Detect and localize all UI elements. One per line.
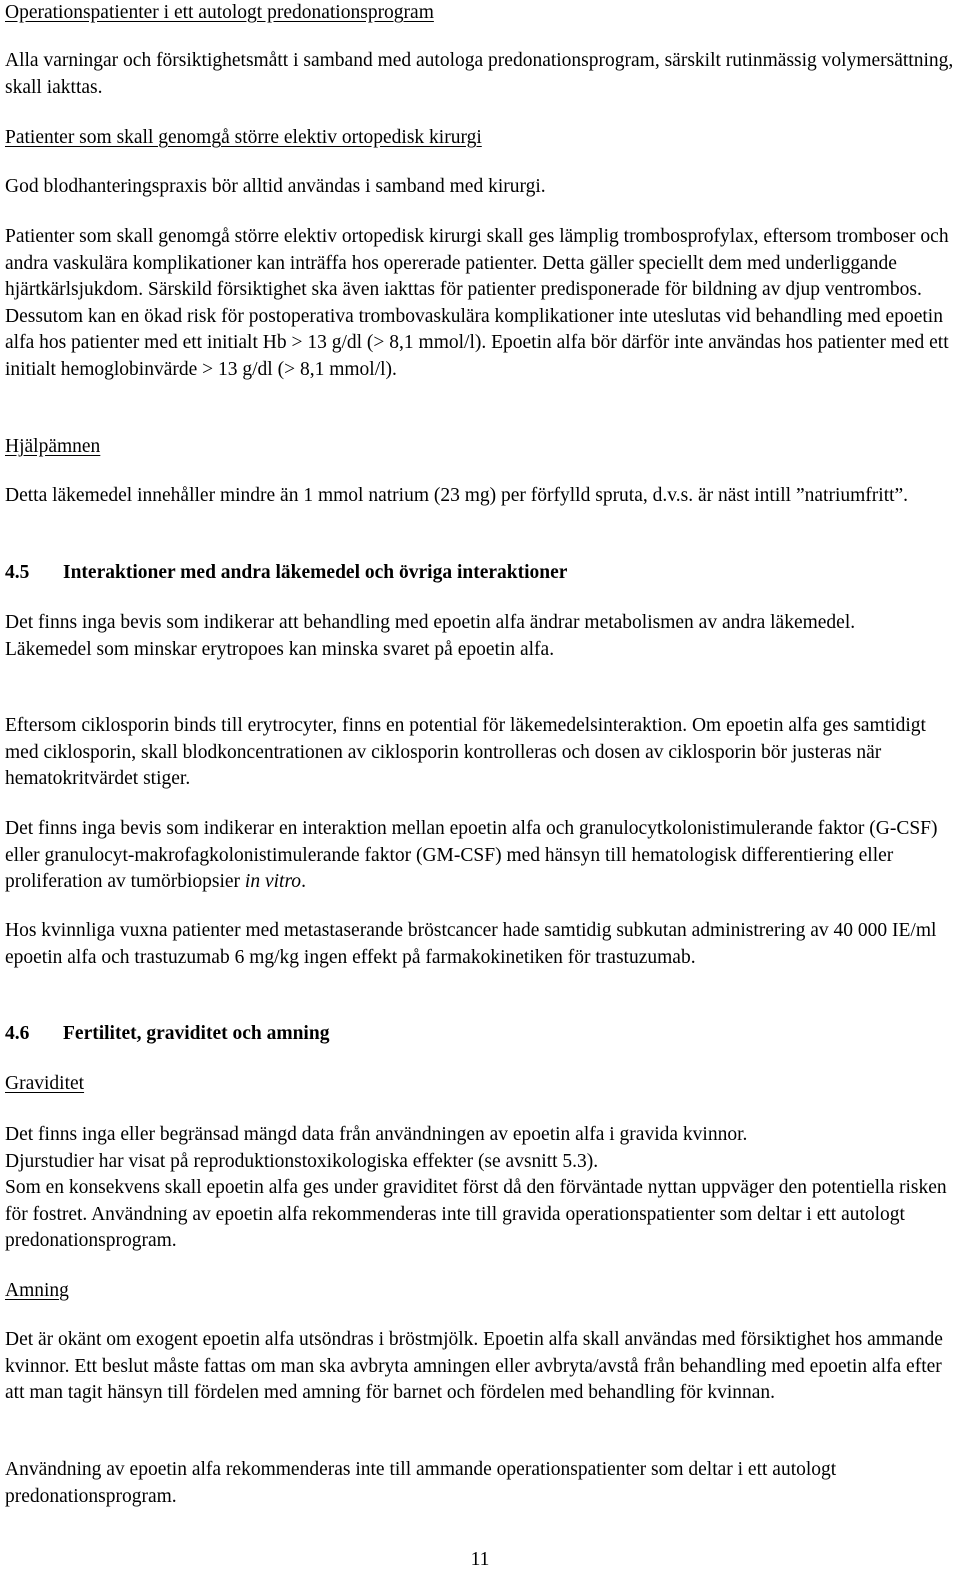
section-4-5-paragraph-2: Eftersom ciklosporin binds till erytrocyter, finns en potential för läkemedelsinteraktion. Om epoetin alfa ges samtidigt med ciklosporin, skall blodkoncentrationen av ciklosporin kontrolleras och dosen av ciklosporin bör justeras när hematokritvärdet stiger.: [5, 715, 926, 790]
section-4-5-heading: [5, 560, 957, 587]
section-4-5-number: 4.5: [5, 562, 30, 583]
pregnancy-heading: Graviditet: [5, 1073, 85, 1094]
excipients-heading: Hjälpämnen: [5, 436, 101, 457]
lactation-paragraph-1: Det är okänt om exogent epoetin alfa utsöndras i bröstmjölk. Epoetin alfa skall användas med försiktighet hos ammande kvinnor. Ett beslut måste fattas om man ska avbryta amningen eller avbryta/avstå från behandling med epoetin alfa efter att man tagit hänsyn till fördelen med amning för barnet och fördelen med behandling för kvinnan.: [5, 1329, 943, 1404]
pregnancy-line-1: Det finns inga eller begränsad mängd data från användningen av epoetin alfa i gravida kvinnor.: [5, 1124, 748, 1145]
lactation-paragraph-2: Användning av epoetin alfa rekommenderas inte till ammande operationspatienter som deltar i ett autologt predonationsprogram.: [5, 1459, 837, 1507]
section-4-5-p1-line1: Det finns inga bevis som indikerar att behandling med epoetin alfa ändrar metabolismen av andra läkemedel.: [5, 612, 856, 633]
lactation-heading: Amning: [5, 1280, 69, 1301]
pregnancy-paragraph: [5, 1122, 957, 1255]
section-4-6-heading: [5, 1021, 957, 1048]
pregnancy-line-3: Som en konsekvens skall epoetin alfa ges under graviditet först då den förväntade nyttan uppväger den potentiella risken för fostret. Användning av epoetin alfa rekommenderas inte till gravida operationspatienter som deltar i ett autologt predonationsprogram.: [5, 1177, 947, 1252]
section-4-5-title: Interaktioner med andra läkemedel och övriga interaktioner: [63, 562, 568, 583]
autolog-text: Alla varningar och försiktighetsmått i samband med autologa predonationsprogram, särskilt rutinmässig volymersättning, skall iakttas.: [5, 50, 954, 98]
section-4-6-title: Fertilitet, graviditet och amning: [63, 1023, 330, 1044]
section-4-5-paragraph-4: Hos kvinnliga vuxna patienter med metastaserande bröstcancer hade samtidig subkutan administrering av 40 000 IE/ml epoetin alfa och trastuzumab 6 mg/kg ingen effekt på farmakokinetiken för trastuzumab.: [5, 920, 937, 968]
excipients-text: Detta läkemedel innehåller mindre än 1 mmol natrium (23 mg) per förfylld spruta, d.v.s. är näst intill ”natriumfritt”.: [5, 485, 909, 506]
page-number: 11: [470, 1549, 490, 1570]
section-4-5-p3-end: .: [301, 871, 306, 893]
pregnancy-line-2: Djurstudier har visat på reproduktionstoxikologiska effekter (se avsnitt 5.3).: [5, 1150, 599, 1172]
section-4-5-paragraph-3: [5, 816, 957, 896]
ortho-paragraph-1: God blodhanteringspraxis bör alltid användas i samband med kirurgi.: [5, 176, 546, 197]
ortho-paragraph-2: Patienter som skall genomgå större elektiv ortopedisk kirurgi skall ges lämplig trombosprofylax, eftersom tromboser och andra vaskulära komplikationer kan inträffa hos opererade patienter. Detta gäller speciellt dem med underliggande hjärtkärlsjukdom. Särskild försiktighet ska även iakttas för patienter predisponerade för bildning av djup ventrombos. Dessutom kan en ökad risk för postoperativa trombovaskulära komplikationer inte uteslutas vid behandling med epoetin alfa hos patienter med ett initialt Hb > 13 g/dl (> 8,1 mmol/l). Epoetin alfa bör därför inte användas hos patienter med ett initialt hemoglobinvärde > 13 g/dl (> 8,1 mmol/l).: [5, 226, 949, 380]
in-vitro-term: in vitro: [244, 871, 302, 893]
section-4-6-number: 4.6: [5, 1023, 30, 1044]
autolog-heading: Operationspatienter i ett autologt predonationsprogram: [5, 2, 434, 23]
ortho-heading: Patienter som skall genomgå större elektiv ortopedisk kirurgi: [5, 127, 482, 148]
section-4-5-paragraph-1: [5, 610, 957, 663]
section-4-5-p1-line2: Läkemedel som minskar erytropoes kan minska svaret på epoetin alfa.: [5, 638, 555, 660]
section-4-5-p3-text: Det finns inga bevis som indikerar en interaktion mellan epoetin alfa och granulocytkolonistimulerande faktor (G-CSF) eller granulocyt-makrofagkolonistimulerande faktor (GM-CSF) med hänsyn till hematologisk differentiering eller proliferation av tumörbiopsier: [5, 818, 938, 893]
